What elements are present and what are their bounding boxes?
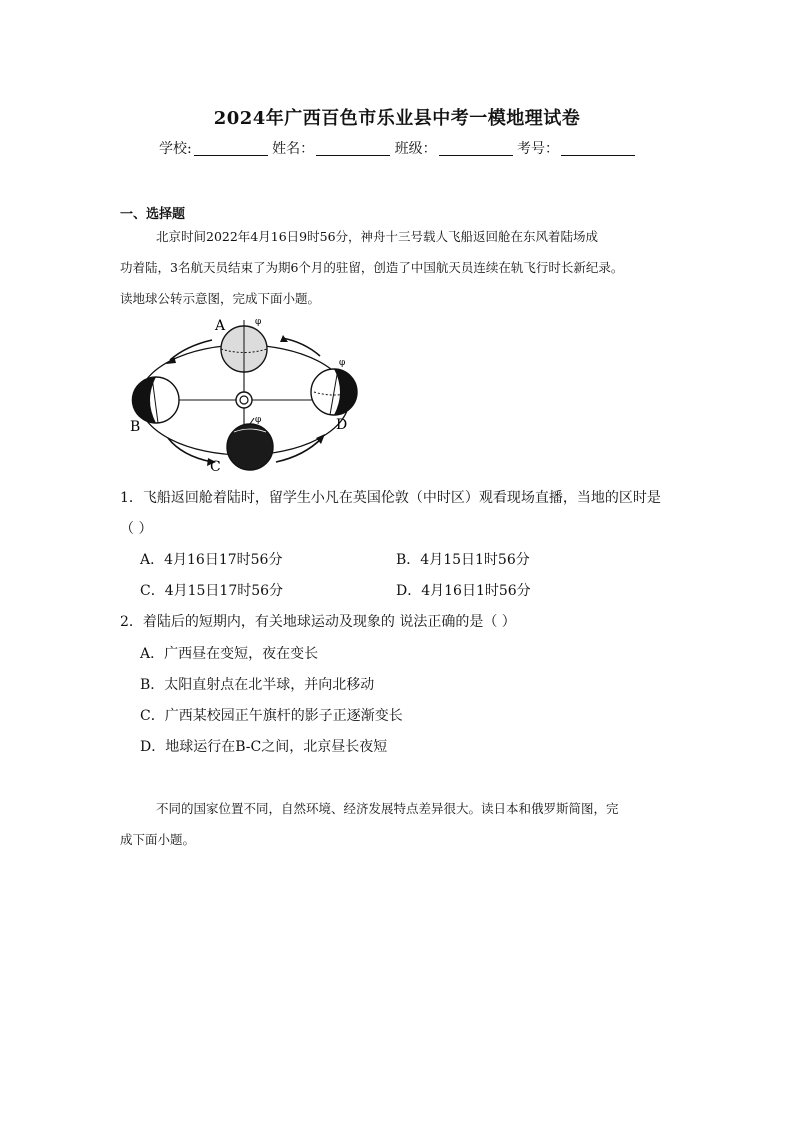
question-1-paren: （ ） [120, 521, 153, 537]
class-label: 班级： [394, 141, 437, 157]
class-blank[interactable] [439, 141, 513, 156]
question-2-stem: 2．着陆后的短期内，有关地球运动及现象的 说法正确的是（ ） [120, 614, 516, 630]
q2-option-c[interactable]: C．广西某校园正午旗杆的影子正逐渐变长 [140, 708, 403, 724]
label-d: D [336, 417, 348, 433]
q1-option-b[interactable]: B．4月15日1时56分 [396, 552, 530, 568]
name-label: 姓名： [272, 141, 315, 157]
q1-option-a[interactable]: A．4月16日17时56分 [140, 552, 283, 568]
passage-2 [120, 793, 680, 855]
q1-option-c[interactable]: C．4月15日17时56分 [140, 583, 284, 599]
q2-option-d[interactable]: D．地球运行在B-C之间，北京昼长夜短 [140, 739, 388, 755]
earth-position-d [311, 358, 357, 415]
passage-1-line-1: 北京时间2022年4月16日9时56分，神舟十三号载人飞船返回舱在东风着陆场成 [156, 229, 599, 244]
label-c: C [210, 459, 221, 474]
page-title: 2024年广西百色市乐业县中考一模地理试卷 [213, 108, 581, 129]
school-blank[interactable] [194, 141, 268, 156]
q2-option-b[interactable]: B．太阳直射点在北半球，并向北移动 [140, 677, 375, 693]
earth-revolution-diagram [124, 316, 364, 474]
question-1-stem: 1．飞船返回舱着陆时，留学生小凡在英国伦敦（中时区）观看现场直播，当地的区时是 [120, 490, 661, 506]
number-label: 考号： [517, 141, 560, 157]
passage-1-line-3: 读地球公转示意图，完成下面小题。 [120, 291, 321, 306]
school-label: 学校: [158, 141, 192, 157]
axis-mark-c: φ [255, 415, 262, 425]
q2-option-a[interactable]: A．广西昼在变短，夜在变长 [140, 646, 319, 662]
number-blank[interactable] [561, 141, 635, 156]
q1-option-d[interactable]: D．4月16日1时56分 [396, 583, 531, 599]
axis-mark-d: φ [339, 358, 346, 368]
label-a: A [215, 318, 226, 334]
earth-position-c [227, 415, 273, 470]
passage-1 [120, 221, 680, 314]
label-b: B [130, 419, 141, 435]
name-blank[interactable] [316, 141, 390, 156]
section-heading: 一、选择题 [120, 207, 186, 222]
earth-position-b [132, 377, 179, 423]
student-info-line [0, 138, 794, 158]
earth-position-a [221, 317, 267, 378]
passage-2-line-2: 成下面小题。 [120, 832, 196, 847]
passage-1-line-2: 功着陆，3名航天员结束了为期6个月的驻留，创造了中国航天员连续在轨飞行时长新纪录。 [120, 260, 624, 275]
passage-2-line-1: 不同的国家位置不同，自然环境、经济发展特点差异很大。读日本和俄罗斯简图，完 [156, 801, 619, 816]
axis-mark-a: φ [255, 317, 262, 327]
